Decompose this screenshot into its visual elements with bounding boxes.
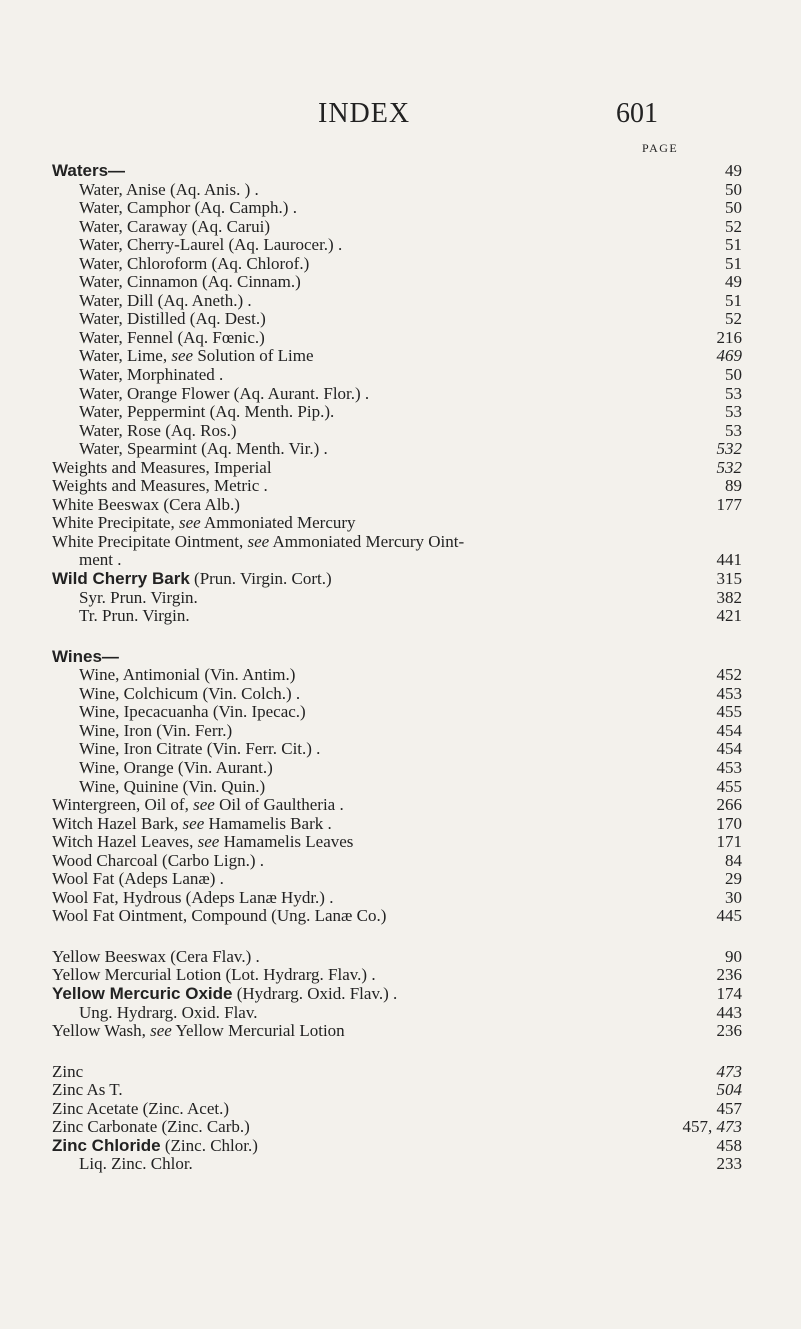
entry-text: Water, Spearmint (Aq. Menth. Vir.) . [79,439,328,459]
entry-page: 454 [716,739,742,759]
entry-text: Water, Peppermint (Aq. Menth. Pip.). [79,402,335,422]
entry-page: 315 [716,569,742,589]
index-entry [52,907,742,926]
index-entry [52,236,742,255]
entry-text: Wine, Quinine (Vin. Quin.) [79,776,266,796]
index-entry [52,1081,742,1100]
index-entry [52,966,742,985]
entry-page: 53 [725,383,742,403]
index-entry [52,329,742,348]
index-entry [52,347,742,366]
entry-text: Yellow Beeswax (Cera Flav.) . [52,946,260,966]
entry-text: Wool Fat (Adeps Lanæ) . [52,869,224,889]
entry-page: 51 [725,290,742,310]
entry-text: White Precipitate, see Ammoniated Mercury [52,513,356,533]
index-entry [52,496,742,515]
entry-text: Wine, Antimonial (Vin. Antim.) [79,665,296,685]
entry-text: Witch Hazel Leaves, see Hamamelis Leaves [52,832,354,852]
index-entry [52,459,742,478]
entry-page: 453 [716,757,742,777]
entry-text: Water, Fennel (Aq. Fœnic.) [79,327,265,347]
entry-page: 52 [725,216,742,236]
index-entry [52,833,742,852]
entry-text: Wine, Iron Citrate (Vin. Ferr. Cit.) . [79,739,321,759]
index-entry [52,1004,742,1023]
entry-page: 29 [725,869,742,889]
entry-page: 532 [716,457,742,477]
entry-page: 458 [716,1135,742,1155]
entry-text: Zinc As T. [52,1080,123,1100]
index-entry [52,985,742,1004]
entry-page: 216 [716,327,742,347]
entry-page: 441 [716,550,742,570]
entry-text: Wine, Iron (Vin. Ferr.) [79,720,233,740]
entry-page: 455 [716,702,742,722]
entry-page: 51 [725,235,742,255]
entry-text: Wool Fat Ointment, Compound (Ung. Lanæ Co.) [52,906,387,926]
page-number: 601 [616,98,658,129]
index-entry [52,740,742,759]
entry-page: 233 [716,1154,742,1174]
entry-page: 170 [716,813,742,833]
entry-page: 453 [716,683,742,703]
entry-text: Water, Cinnamon (Aq. Cinnam.) [79,272,301,292]
index-entry [52,778,742,797]
index-entry [52,218,742,237]
entry-text: Tr. Prun. Virgin. [79,606,190,626]
index-entry [52,310,742,329]
entry-text: Water, Chloroform (Aq. Chlorof.) [79,253,310,273]
running-title: INDEX [318,98,411,129]
section-gap [52,626,742,648]
entry-page: 532 [716,439,742,459]
index-entry [52,366,742,385]
index-entry [52,440,742,459]
entry-page: 443 [716,1002,742,1022]
page-header [0,98,801,134]
index-entry [52,273,742,292]
index-entry [52,1100,742,1119]
entry-page: 452 [716,665,742,685]
entry-text: Water, Orange Flower (Aq. Aurant. Flor.) . [79,383,370,403]
entry-text: Zinc Carbonate (Zinc. Carb.) [52,1117,250,1137]
entry-text: Weights and Measures, Metric . [52,476,268,496]
index-entry [52,889,742,908]
entry-page: 236 [716,1021,742,1041]
entry-text: Liq. Zinc. Chlor. [79,1154,193,1174]
index-entry [52,514,742,533]
index-entry [52,722,742,741]
entry-page: 266 [716,795,742,815]
entry-page: 177 [716,494,742,514]
section-gap [52,1041,742,1063]
entry-text: Yellow Wash, see Yellow Mercurial Lotion [52,1021,345,1041]
index-entry [52,703,742,722]
entry-text: Waters— [52,161,126,180]
entry-text: Water, Anise (Aq. Anis. ) . [79,179,259,199]
index-entry [52,852,742,871]
entry-page: 504 [716,1080,742,1100]
entry-text: Syr. Prun. Virgin. [79,587,198,607]
entry-text: White Precipitate Ointment, see Ammoniated Mercury Oint- [52,531,465,551]
entry-page: 51 [725,253,742,273]
entry-page: 49 [725,161,742,180]
entry-text: Water, Camphor (Aq. Camph.) . [79,198,297,218]
entry-text: Water, Morphinated . [79,365,224,385]
page-column-label: PAGE [642,141,679,155]
entry-text: Wintergreen, Oil of, see Oil of Gaultheria . [52,795,344,815]
index-entry [52,589,742,608]
entry-text: Wine, Orange (Vin. Aurant.) [79,757,273,777]
entry-page: 90 [725,946,742,966]
index-list [52,162,742,1174]
entry-text: Wine, Ipecacuanha (Vin. Ipecac.) [79,702,306,722]
entry-text: Water, Dill (Aq. Aneth.) . [79,290,252,310]
entry-page: 457, 473 [682,1117,742,1137]
entry-text: Zinc Acetate (Zinc. Acet.) [52,1098,229,1118]
index-entry [52,292,742,311]
index-entry [52,255,742,274]
entry-page: 236 [716,965,742,985]
entry-page: 30 [725,887,742,907]
index-heading [52,648,742,667]
index-entry [52,1137,742,1156]
entry-text: Wines— [52,646,119,666]
entry-page: 457 [716,1098,742,1118]
entry-text: Weights and Measures, Imperial [52,457,272,477]
index-entry [52,607,742,626]
entry-page: 421 [716,606,742,626]
entry-text: Zinc [52,1061,84,1081]
entry-text: Water, Caraway (Aq. Carui) [79,216,271,236]
index-entry [52,796,742,815]
entry-text: Zinc Chloride (Zinc. Chlor.) [52,1135,258,1155]
index-entry [52,1155,742,1174]
entry-text: Water, Rose (Aq. Ros.) [79,420,237,440]
index-entry [52,403,742,422]
index-entry [52,1022,742,1041]
entry-page: 473 [716,1061,742,1081]
entry-text: Wild Cherry Bark (Prun. Virgin. Cort.) [52,569,332,589]
entry-text: Ung. Hydrarg. Oxid. Flav. [79,1002,258,1022]
entry-text: Witch Hazel Bark, see Hamamelis Bark . [52,813,332,833]
section-gap [52,926,742,948]
index-entry [52,759,742,778]
entry-page: 455 [716,776,742,796]
index-entry [52,422,742,441]
entry-text: ment . [79,550,122,570]
entry-text: Yellow Mercurial Lotion (Lot. Hydrarg. Flav.) . [52,965,376,985]
entry-text: White Beeswax (Cera Alb.) [52,494,240,514]
entry-page: 174 [716,983,742,1003]
entry-text: Wood Charcoal (Carbo Lign.) . [52,850,265,870]
entry-page: 53 [725,402,742,422]
index-entry [52,1063,742,1082]
entry-text: Water, Distilled (Aq. Dest.) [79,309,266,329]
index-entry [52,685,742,704]
entry-page: 171 [716,832,742,852]
index-entry [52,533,742,552]
entry-text: Water, Lime, see Solution of Lime [79,346,314,366]
entry-page: 49 [725,272,742,292]
index-entry [52,870,742,889]
entry-page: 53 [725,420,742,440]
index-entry [52,570,742,589]
entry-page: 445 [716,906,742,926]
index-entry [52,551,742,570]
index-entry [52,199,742,218]
entry-page: 50 [725,179,742,199]
index-entry [52,385,742,404]
entry-page: 454 [716,720,742,740]
index-entry [52,948,742,967]
entry-page: 50 [725,365,742,385]
entry-page: 89 [725,476,742,496]
index-entry [52,181,742,200]
entry-text: Wool Fat, Hydrous (Adeps Lanæ Hydr.) . [52,887,334,907]
index-entry [52,815,742,834]
entry-page: 50 [725,198,742,218]
entry-text: Wine, Colchicum (Vin. Colch.) . [79,683,301,703]
index-entry [52,1118,742,1137]
entry-text: Yellow Mercuric Oxide (Hydrarg. Oxid. Flav.) . [52,983,398,1003]
entry-page: 469 [716,346,742,366]
entry-page: 52 [725,309,742,329]
entry-page: 84 [725,850,742,870]
index-entry [52,477,742,496]
entry-page: 382 [716,587,742,607]
entry-text: Water, Cherry-Laurel (Aq. Laurocer.) . [79,235,343,255]
index-heading [52,162,742,181]
index-entry [52,666,742,685]
